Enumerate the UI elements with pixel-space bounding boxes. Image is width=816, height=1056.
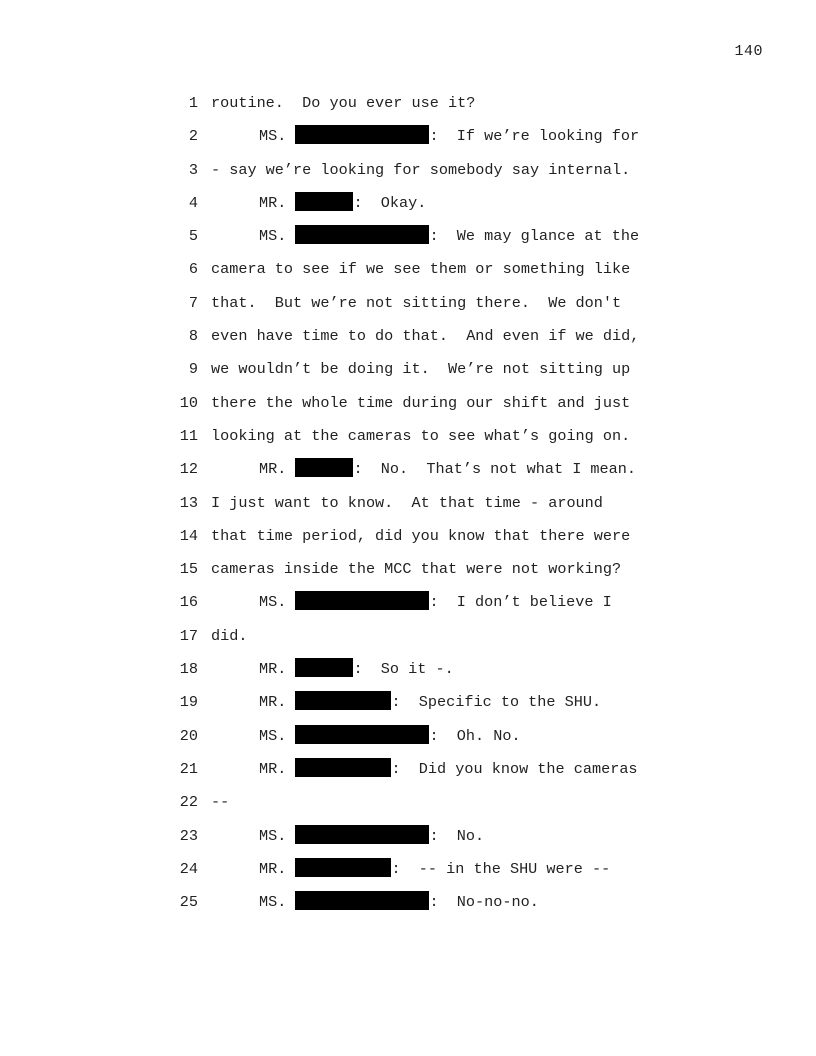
line-text — [211, 786, 229, 819]
speaker-prefix: MR. — [259, 693, 296, 712]
line-number: 2 — [188, 127, 198, 146]
redaction-box — [295, 891, 429, 910]
spoken-text: cameras inside the MCC that were not working? — [211, 560, 622, 579]
line-number: 22 — [179, 793, 198, 812]
line-text — [211, 886, 539, 919]
line-text — [211, 686, 601, 719]
line-text — [211, 820, 484, 853]
line-text — [211, 287, 621, 320]
line-number: 10 — [179, 393, 198, 412]
transcript-line — [0, 453, 816, 486]
transcript-line — [0, 853, 816, 886]
transcript-line — [0, 886, 816, 919]
line-text — [211, 753, 638, 786]
redaction-box — [295, 758, 391, 777]
transcript-line — [0, 87, 816, 120]
line-number: 15 — [179, 560, 198, 579]
line-number: 23 — [179, 826, 198, 845]
transcript-line — [0, 420, 816, 453]
redaction-box — [295, 458, 353, 477]
speaker-prefix: MR. — [259, 193, 296, 212]
transcript-line — [0, 353, 816, 386]
line-text — [211, 154, 630, 187]
line-text — [211, 253, 630, 286]
speaker-prefix: MR. — [259, 460, 296, 479]
transcript-line — [0, 487, 816, 520]
spoken-text: there the whole time during our shift and just — [211, 393, 631, 412]
redaction-box — [295, 825, 429, 844]
line-number: 24 — [179, 859, 198, 878]
redaction-box — [295, 125, 429, 144]
line-number: 19 — [179, 693, 198, 712]
line-number: 7 — [188, 293, 198, 312]
speaker-prefix: MS. — [259, 726, 296, 745]
line-number: 9 — [188, 360, 198, 379]
transcript-line — [0, 253, 816, 286]
transcript-line — [0, 220, 816, 253]
speaker-prefix: MR. — [259, 759, 296, 778]
page-number: 140 — [734, 43, 763, 60]
line-number: 17 — [179, 626, 198, 645]
spoken-text: : Did you know the cameras — [391, 759, 638, 778]
line-number: 16 — [179, 593, 198, 612]
speaker-prefix: MS. — [259, 227, 296, 246]
line-number: 5 — [188, 227, 198, 246]
redaction-box — [295, 858, 391, 877]
spoken-text: : If we’re looking for — [429, 127, 640, 146]
line-text — [211, 87, 475, 120]
speaker-prefix: MS. — [259, 593, 296, 612]
transcript-body — [0, 87, 816, 919]
line-text — [211, 187, 426, 220]
spoken-text: : No. — [429, 826, 485, 845]
line-text — [211, 520, 630, 553]
spoken-text: : Okay. — [353, 193, 427, 212]
line-number: 8 — [188, 327, 198, 346]
line-text — [211, 420, 630, 453]
line-text — [211, 487, 603, 520]
transcript-line — [0, 120, 816, 153]
spoken-text: : Specific to the SHU. — [391, 693, 602, 712]
transcript-line — [0, 287, 816, 320]
speaker-prefix: MS. — [259, 893, 296, 912]
spoken-text: that time period, did you know that there were — [211, 526, 631, 545]
line-number: 13 — [179, 493, 198, 512]
line-text — [211, 453, 636, 486]
transcript-line — [0, 653, 816, 686]
spoken-text: - say we’re looking for somebody say internal. — [211, 160, 631, 179]
transcript-line — [0, 387, 816, 420]
spoken-text: : No. That’s not what I mean. — [353, 460, 637, 479]
spoken-text: we wouldn’t be doing it. We’re not sitting up — [211, 360, 631, 379]
line-number: 21 — [179, 759, 198, 778]
transcript-line — [0, 520, 816, 553]
line-text — [211, 853, 610, 886]
transcript-line — [0, 786, 816, 819]
line-number: 14 — [179, 526, 198, 545]
transcript-line — [0, 820, 816, 853]
transcript-line — [0, 586, 816, 619]
line-number: 18 — [179, 660, 198, 679]
redaction-box — [295, 591, 429, 610]
transcript-line — [0, 553, 816, 586]
spoken-text: : I don’t believe I — [429, 593, 612, 612]
line-text — [211, 553, 621, 586]
line-text — [211, 320, 639, 353]
line-number: 6 — [188, 260, 198, 279]
redaction-box — [295, 725, 429, 744]
spoken-text: : No-no-no. — [429, 893, 539, 912]
spoken-text: : We may glance at the — [429, 227, 640, 246]
transcript-line — [0, 720, 816, 753]
spoken-text: did. — [211, 626, 248, 645]
line-number: 1 — [188, 94, 198, 112]
spoken-text: : -- in the SHU were -- — [391, 859, 611, 878]
transcript-line — [0, 620, 816, 653]
spoken-text: : So it -. — [353, 660, 454, 679]
spoken-text: -- — [211, 793, 230, 812]
line-text — [211, 120, 639, 153]
spoken-text: even have time to do that. And even if we did, — [211, 327, 640, 346]
line-text — [211, 220, 639, 253]
line-number: 25 — [179, 893, 198, 912]
spoken-text: looking at the cameras to see what’s going on. — [211, 426, 631, 445]
spoken-text: camera to see if we see them or something like — [211, 260, 631, 279]
line-text — [211, 653, 454, 686]
spoken-text: routine. Do you ever use it? — [211, 94, 476, 112]
speaker-prefix: MS. — [259, 127, 296, 146]
line-number: 20 — [179, 726, 198, 745]
line-number: 4 — [188, 193, 198, 212]
transcript-line — [0, 320, 816, 353]
spoken-text: : Oh. No. — [429, 726, 521, 745]
speaker-prefix: MR. — [259, 859, 296, 878]
spoken-text: that. But we’re not sitting there. We don't — [211, 293, 622, 312]
redaction-box — [295, 192, 353, 211]
line-number: 11 — [179, 426, 198, 445]
line-text — [211, 586, 612, 619]
line-text — [211, 620, 247, 653]
line-text — [211, 353, 630, 386]
redaction-box — [295, 225, 429, 244]
line-text — [211, 387, 630, 420]
transcript-line — [0, 753, 816, 786]
redaction-box — [295, 658, 353, 677]
redaction-box — [295, 691, 391, 710]
spoken-text: I just want to know. At that time - around — [211, 493, 603, 512]
line-text — [211, 720, 521, 753]
transcript-line — [0, 187, 816, 220]
speaker-prefix: MS. — [259, 826, 296, 845]
transcript-line — [0, 154, 816, 187]
line-number: 12 — [179, 460, 198, 479]
transcript-line — [0, 686, 816, 719]
line-number: 3 — [188, 160, 198, 179]
speaker-prefix: MR. — [259, 660, 296, 679]
